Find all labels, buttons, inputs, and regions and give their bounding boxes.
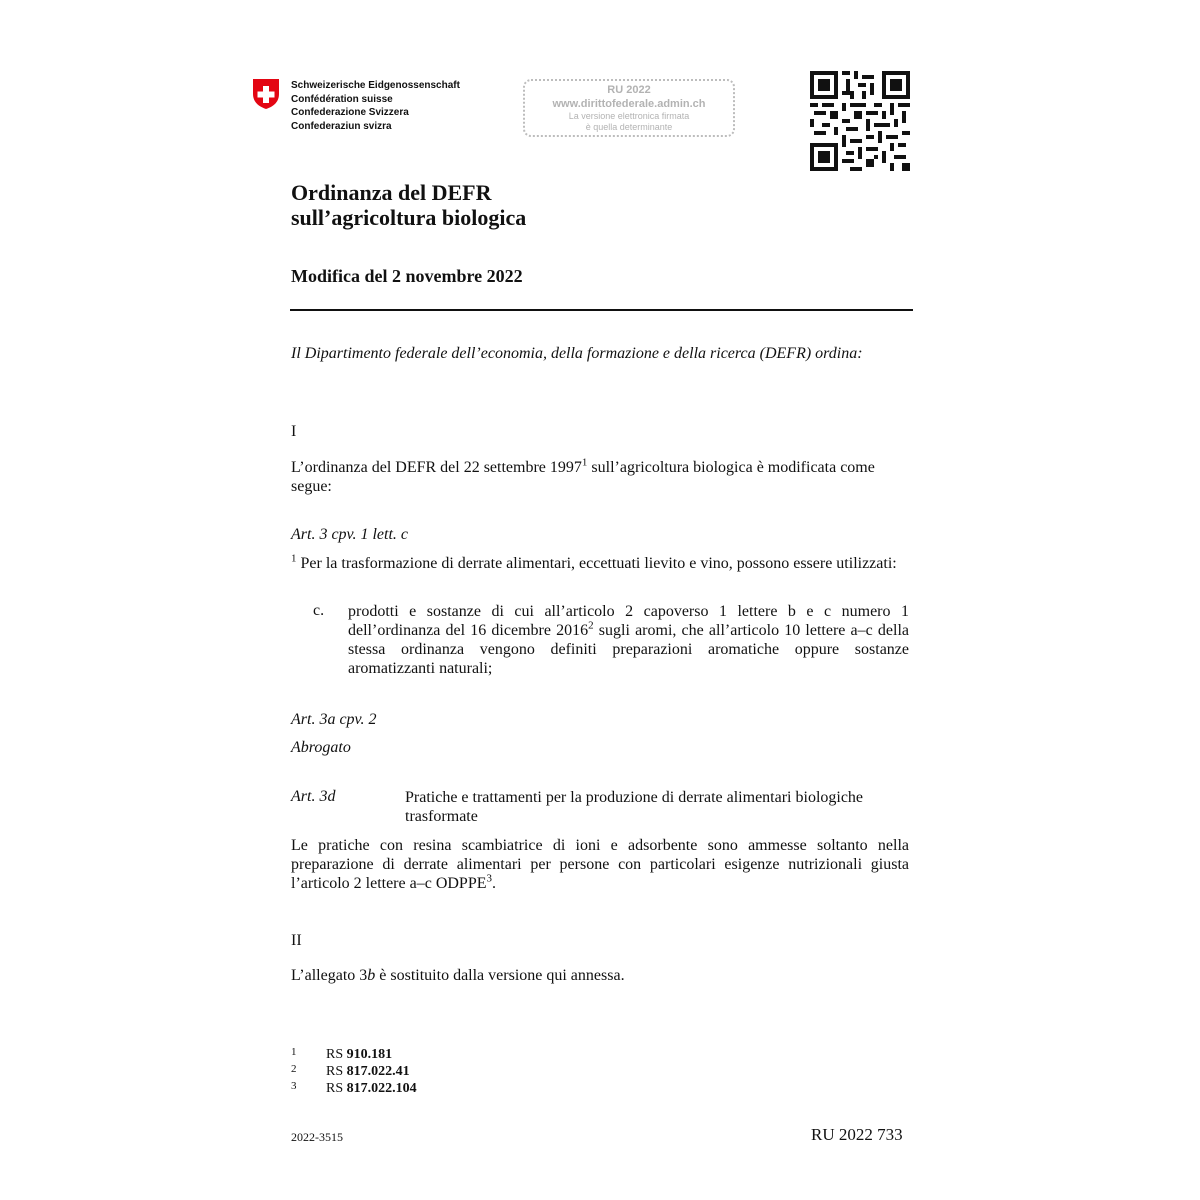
confed-line-it: Confederazione Svizzera [291, 107, 409, 118]
art3-heading: Art. 3 cpv. 1 lett. c [291, 526, 408, 543]
footnote-number: 2 [291, 1063, 297, 1075]
footnote-prefix: RS [326, 1064, 347, 1079]
official-compilation-reference: RU 2022 733 [811, 1125, 903, 1144]
stamp-ru: RU 2022 [607, 84, 651, 96]
amendment-date: Modifica del 2 novembre 2022 [291, 266, 523, 286]
confed-line-fr: Confédération suisse [291, 93, 393, 105]
footnote-ref: 817.022.41 [346, 1064, 410, 1079]
annex-text-b: b [367, 967, 376, 984]
footnote-number: 3 [291, 1080, 297, 1092]
art3a-heading: Art. 3a cpv. 2 [291, 711, 377, 728]
document-number: 2022-3515 [291, 1130, 343, 1144]
art3d-text-a: Le pratiche con resina scambiatrice di ioni e adsorbente sono ammesse soltanto nella preparazione di derrate alimentari per persone con particolari esigenze nutrizionali giusta l’articolo 2 lettere a–c ODPPE [291, 837, 909, 892]
annex-text-c: è sostituito dalla versione qui annessa. [375, 967, 625, 984]
footnote-ref-1: 1 [581, 456, 588, 469]
footnote-number: 1 [291, 1046, 297, 1058]
title-line-1: Ordinanza del DEFR [291, 180, 492, 205]
intro-text-a: L’ordinanza del DEFR del 22 settembre 1997 [291, 459, 582, 476]
footnote-ref: 817.022.104 [346, 1081, 417, 1096]
art3-paragraph [291, 554, 909, 573]
intro-text-b: sull’agricoltura biologica è modificata come segue: [291, 459, 875, 495]
title-divider [290, 309, 913, 311]
art3-text: Per la trasformazione di derrate alimentari, eccettuati lievito e vino, possono essere utilizzati: [296, 555, 897, 572]
preamble: Il Dipartimento federale dell’economia, della formazione e della ricerca (DEFR) ordina: [291, 345, 863, 362]
paragraph-number: 1 [291, 552, 297, 565]
confed-line-rm: Confederaziun svizra [291, 120, 392, 132]
footnote-prefix: RS [326, 1081, 347, 1096]
footnote [326, 1047, 392, 1063]
footnote [326, 1081, 417, 1097]
footnote-prefix: RS [326, 1047, 347, 1062]
section-2-label: II [291, 932, 302, 949]
art3-letter-label: c. [313, 602, 325, 619]
annex-text-a: L’allegato 3 [291, 967, 368, 984]
confederation-names [291, 79, 460, 133]
art3c-text-a: prodotti e sostanze di cui all’articolo 2 capoverso 1 lettere b e c numero 1 dell’ordinanza del 16 dicembre 2016 [348, 603, 909, 639]
swiss-flag-icon [252, 78, 280, 110]
art3d-heading: Art. 3d [291, 788, 336, 805]
qr-code-icon [810, 71, 910, 171]
annex-note [291, 967, 625, 985]
art3c-text-b: sugli aromi, che all’articolo 10 lettere a–c della stessa ordinanza vengono definiti preparazioni aromatiche oppure sostanze aromatizzanti naturali; [348, 622, 910, 677]
art3-letter-c [348, 602, 909, 678]
art3d-title: Pratiche e trattamenti per la produzione di derrate alimentari biologiche trasformate [405, 789, 864, 825]
abrogated-note: Abrogato [291, 739, 351, 756]
page-title [291, 180, 526, 230]
footnote [326, 1064, 410, 1080]
section-1-label: I [291, 423, 297, 440]
footnote-ref-2: 2 [588, 619, 594, 632]
footnote-ref: 910.181 [346, 1047, 393, 1062]
footnote-ref-3: 3 [486, 872, 492, 885]
stamp-note-1: La versione elettronica firmata [568, 111, 690, 121]
stamp-url: www.dirittofederale.admin.ch [552, 98, 706, 110]
electronic-signature-stamp [523, 79, 735, 137]
confed-line-de: Schweizerische Eidgenossenschaft [291, 80, 460, 91]
stamp-note-2: è quella determinante [585, 122, 673, 132]
section-1-intro [291, 458, 909, 496]
art3d-paragraph [291, 836, 909, 893]
art3d-text-b: . [492, 875, 496, 892]
title-line-2: sull’agricoltura biologica [291, 205, 527, 230]
